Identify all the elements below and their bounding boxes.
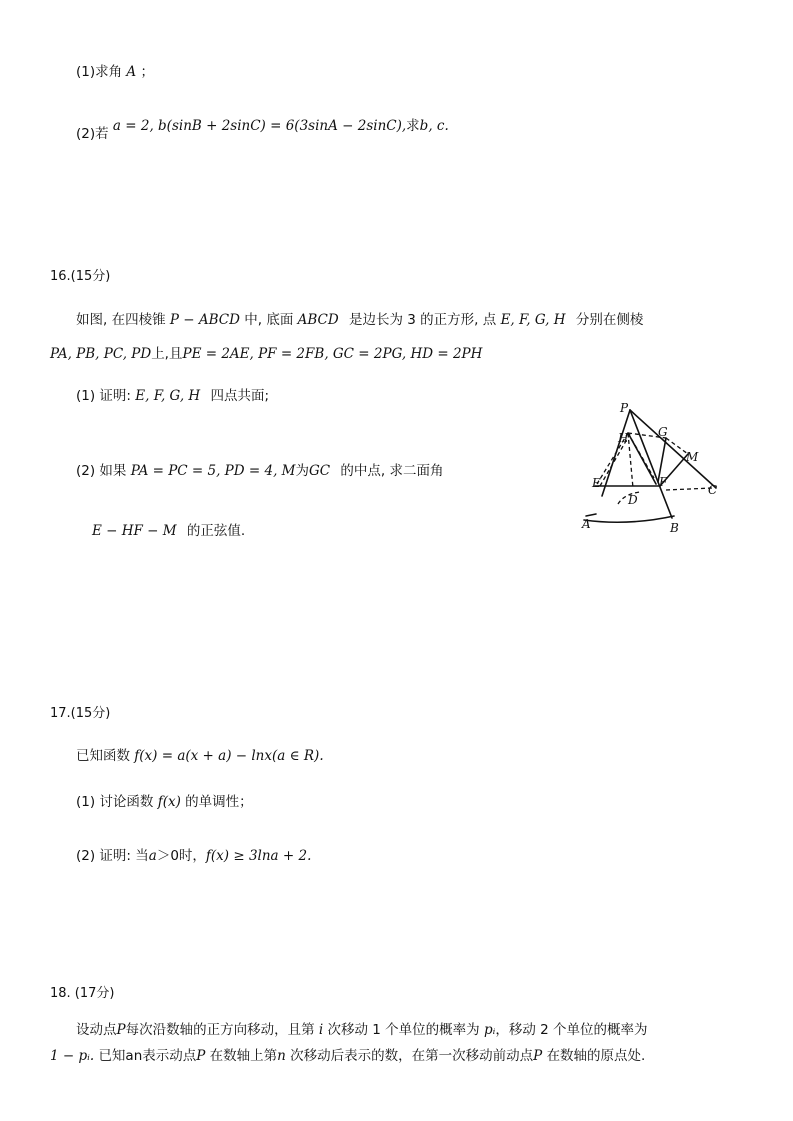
- fig-label-D: D: [628, 493, 638, 507]
- q17-part2-ineq: f(x) ≥ 3lna + 2.: [205, 848, 312, 864]
- q18-line2-c: 次移动后表示的数，在第一次移动前动点: [290, 1048, 534, 1064]
- q16-part2-label: (2) 如果: [76, 463, 127, 479]
- q17-intro-text: 已知函数: [76, 748, 130, 764]
- fig-label-F: F: [659, 475, 668, 489]
- q16-base: ABCD: [297, 312, 339, 328]
- q16-intro-line: [76, 308, 643, 328]
- q18-line2-b: 在数轴上第: [209, 1048, 278, 1064]
- fig-label-M: M: [686, 450, 699, 464]
- q18-line2-d: 在数轴的原点处.: [546, 1048, 646, 1064]
- q18-line1-pi: pᵢ: [483, 1022, 496, 1038]
- q16-part2: [76, 459, 444, 479]
- q16-part1-tail: 四点共面;: [210, 388, 270, 404]
- q16-part2-mid: 为: [295, 463, 309, 479]
- q15-part2: [76, 114, 449, 142]
- q15-part1-var: A: [126, 64, 137, 80]
- q16-edges-mid: 上,且: [151, 346, 183, 362]
- q16-angle: E − HF − M: [92, 523, 177, 539]
- q17-part2-label: (2) 证明: 当: [76, 848, 149, 864]
- q16-heading: 16.(15分): [50, 269, 111, 284]
- q16-part2-gc: GC: [308, 463, 331, 479]
- pyramid-figure: [578, 398, 728, 538]
- q18-heading: 18. (17分): [50, 986, 115, 1001]
- q18-line1-P: P: [116, 1022, 126, 1038]
- q18-line2-expr: 1 − pᵢ.: [50, 1048, 95, 1064]
- q18-line1: [76, 1018, 648, 1038]
- q15-part2-label: (2)若: [76, 126, 109, 142]
- q16-pyramid: P − ABCD: [169, 312, 240, 328]
- q16-angle-tail: 的正弦值.: [186, 523, 246, 539]
- q16-part1-points: E, F, G, H: [135, 388, 201, 404]
- q16-ratios: PE = 2AE, PF = 2FB, GC = 2PG, HD = 2PH: [182, 346, 483, 362]
- q18-line1-b: 每次沿数轴的正方向移动，且第: [125, 1022, 315, 1038]
- fig-label-E: E: [592, 476, 601, 490]
- q17-heading: 17.(15分): [50, 706, 111, 721]
- q15-part2-ask: 求: [406, 118, 420, 134]
- q15-part1: [76, 60, 154, 80]
- q16-angle-line: [92, 519, 245, 539]
- fig-label-A: A: [582, 517, 591, 531]
- q17-part1: [76, 790, 253, 810]
- q16-intro-a: 如图, 在四棱锥: [76, 312, 166, 328]
- q17-part2-gt: ＞0时，: [156, 848, 206, 864]
- fig-label-C: C: [708, 483, 718, 497]
- q16-part1: [76, 384, 269, 404]
- q18-line2: [50, 1044, 645, 1064]
- q17-function: f(x) = a(x + a) − lnx(a ∈ R).: [134, 748, 324, 764]
- q16-intro-d: 分别在侧棱: [575, 312, 644, 328]
- q18-line1-d: ，移动 2 个单位的概率为: [495, 1022, 648, 1038]
- q18-line2-n: n: [277, 1048, 286, 1064]
- q18-line1-a: 设动点: [76, 1022, 117, 1038]
- q17-intro: [76, 744, 324, 764]
- q16-part1-label: (1) 证明:: [76, 388, 131, 404]
- q18-line2-P2: P: [533, 1048, 543, 1064]
- q16-intro-c: 是边长为 3 的正方形, 点: [349, 312, 497, 328]
- q15-part2-formula: a = 2, b(sinB + 2sinC) = 6(3sinA − 2sinC),: [112, 118, 407, 134]
- q15-part1-label: (1)求角: [76, 64, 123, 80]
- q16-edges: PA, PB, PC, PD: [50, 346, 152, 362]
- fig-label-P: P: [620, 401, 629, 415]
- q17-part2-cond: a: [148, 848, 157, 864]
- fig-label-B: B: [670, 521, 679, 535]
- q17-part1-tail: 的单调性；: [185, 794, 253, 810]
- q16-points: E, F, G, H: [500, 312, 566, 328]
- q18-line2-P: P: [196, 1048, 206, 1064]
- q18-line1-c: 次移动 1 个单位的概率为: [327, 1022, 480, 1038]
- q15-part1-end: ；: [140, 64, 154, 80]
- q17-part1-f: f(x): [157, 794, 181, 810]
- q16-part2-tail: 的中点, 求二面角: [340, 463, 444, 479]
- q17-part1-label: (1) 讨论函数: [76, 794, 154, 810]
- q18-line2-a: 已知an表示动点: [98, 1048, 197, 1064]
- q18-line1-i: i: [318, 1022, 324, 1038]
- q17-part2: [76, 844, 311, 864]
- q16-ratios-line: [50, 342, 482, 362]
- q15-part2-vars: b, c.: [419, 118, 449, 134]
- fig-label-G: G: [658, 425, 668, 439]
- q16-part2-formula: PA = PC = 5, PD = 4, M: [130, 463, 296, 479]
- fig-label-H: H: [618, 431, 629, 445]
- q16-intro-b: 中, 底面: [244, 312, 294, 328]
